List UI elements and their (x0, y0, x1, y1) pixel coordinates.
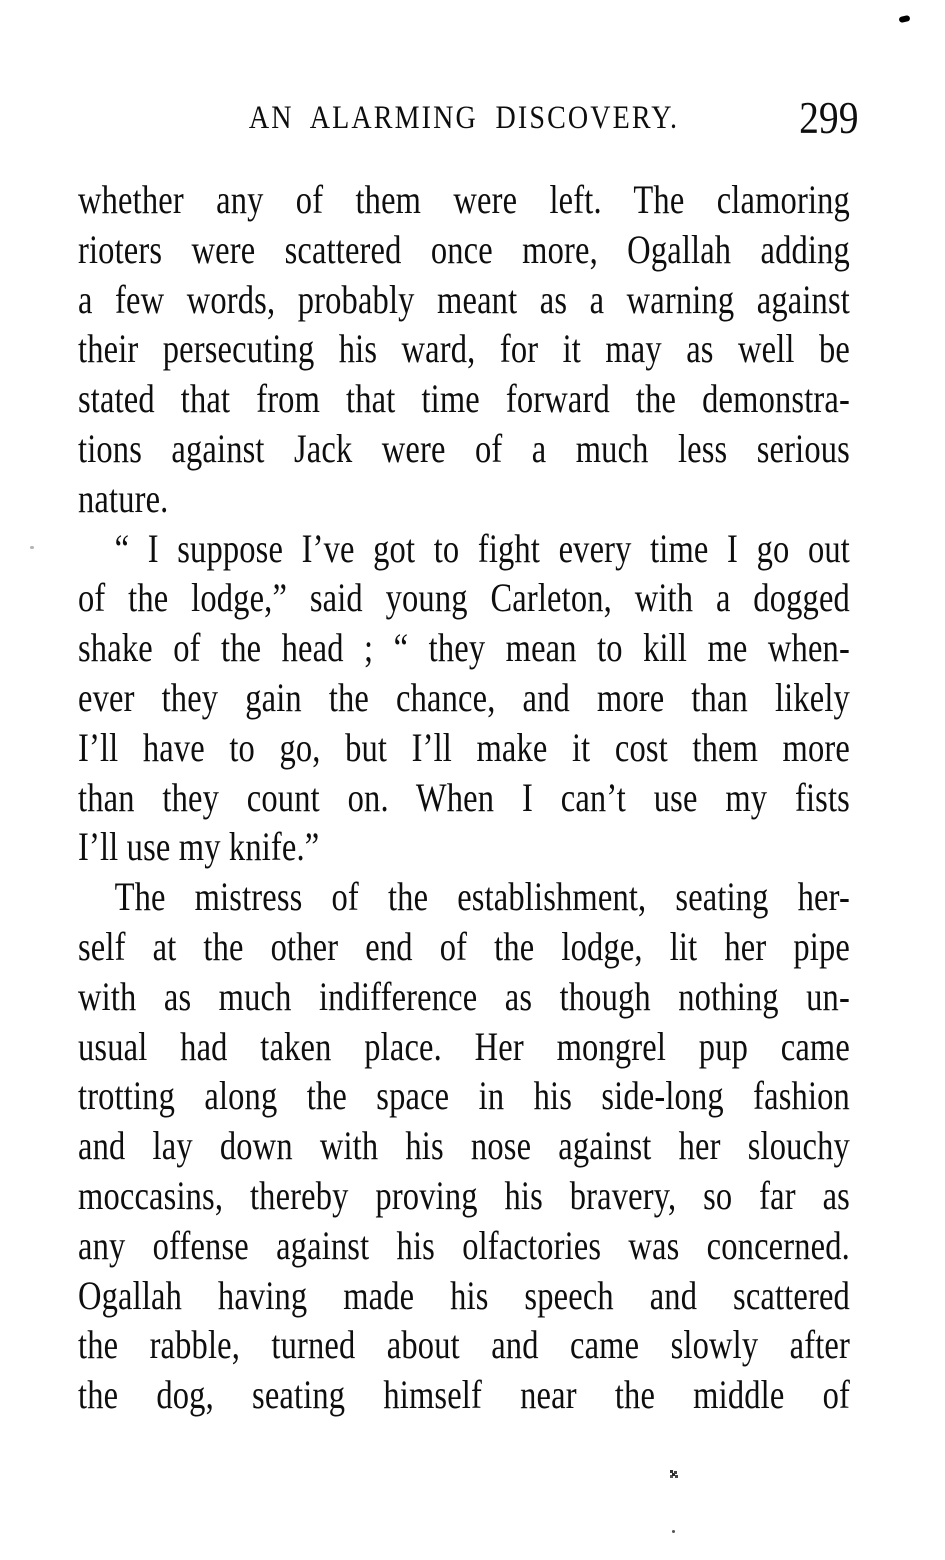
text-line: Ogallah having made his speech and scattered (78, 1272, 850, 1318)
text-line: whether any of them were left. The clamoring (78, 177, 850, 222)
text-line: and lay down with his nose against her slouchy (78, 1123, 850, 1169)
text-line: self at the other end of the lodge, lit her pipe (78, 923, 850, 969)
text-line: nature. (78, 475, 169, 521)
page-number: 299 (798, 93, 858, 143)
running-header (78, 93, 858, 143)
scan-speck-bottom-dot (672, 1530, 675, 1533)
paragraph (78, 524, 850, 873)
header-title: AN ALARMING DISCOVERY. (248, 100, 680, 136)
text-line: stated that from that time forward the demonstra- (78, 376, 850, 422)
text-line: of the lodge,” said young Carleton, with a dogged (78, 575, 850, 621)
text-line: trotting along the space in his side-long fashion (78, 1073, 850, 1119)
text-line: I’ll use my knife.” (78, 824, 320, 870)
text-line: moccasins, thereby proving his bravery, so far as (78, 1172, 850, 1218)
text-line: than they count on. When I can’t use my fists (78, 774, 850, 820)
text-line: their persecuting his ward, for it may as well be (78, 326, 850, 372)
text-line: The mistress of the establishment, seating her- (114, 874, 850, 920)
text-block (78, 175, 850, 1420)
text-line: “ I suppose I’ve got to fight every time I go out (114, 525, 850, 571)
text-line: with as much indifference as though nothing un- (78, 973, 850, 1019)
paragraph (78, 175, 850, 524)
text-line: rioters were scattered once more, Ogallah adding (78, 226, 850, 272)
text-line: the dog, seating himself near the middle of (78, 1372, 850, 1418)
scan-speck-top-right (898, 15, 910, 23)
text-line: a few words, probably meant as a warning against (78, 276, 850, 322)
text-line: any offense against his olfactories was concerned. (78, 1222, 850, 1268)
text-line: the rabble, turned about and came slowly after (78, 1322, 850, 1368)
scan-speck-bottom-right (670, 1470, 673, 1473)
paragraph (78, 872, 850, 1420)
text-line: shake of the head ; “ they mean to kill me when- (78, 625, 850, 671)
text-line: tions against Jack were of a much less serious (78, 425, 850, 471)
text-line: usual had taken place. Her mongrel pup came (78, 1023, 850, 1069)
scan-speck-left-margin (30, 546, 34, 549)
text-line: I’ll have to go, but I’ll make it cost them more (78, 724, 850, 770)
text-line: ever they gain the chance, and more than likely (78, 674, 850, 720)
